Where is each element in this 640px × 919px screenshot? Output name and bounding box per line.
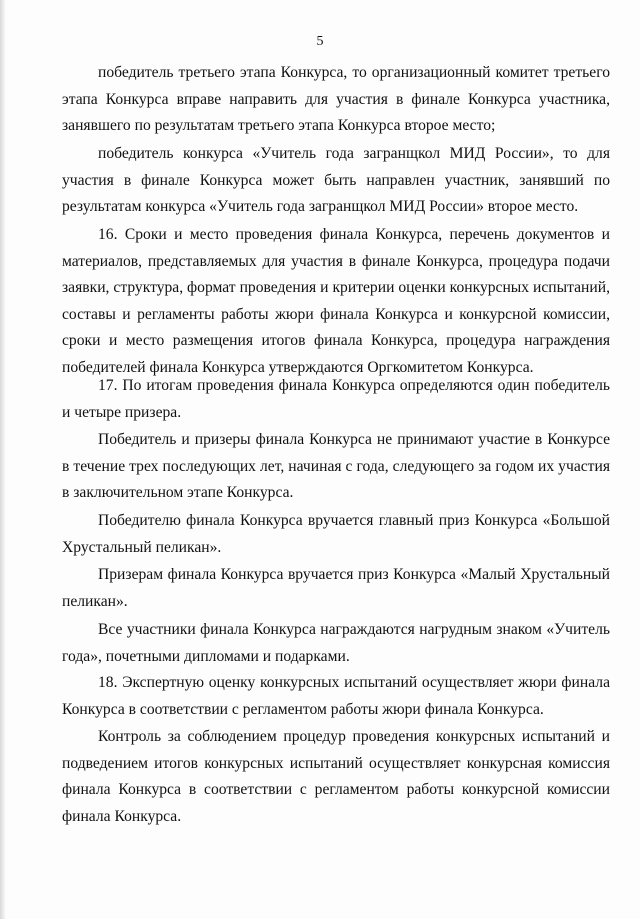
paragraph-grand-prize: Победителю финала Конкурса вручается главный приз Конкурса «Большой Хрустальный пеликан». xyxy=(62,512,610,556)
paragraph-control-commission: Контроль за соблюдением процедур проведения конкурсных испытаний и подведением итогов конкурсных испытаний осуществляет конкурсная комиссия финала Конкурса в соответствии с регламентом работы конкурсной комиссии финала Конкурса. xyxy=(62,728,610,825)
paragraph-small-prize: Призерам финала Конкурса вручается приз Конкурса «Малый Хрустальный пеликан». xyxy=(62,566,610,610)
paragraph-winners-participation: Победитель и призеры финала Конкурса не принимают участие в Конкурсе в течение трех последующих лет, начиная с года, следующего за годом их участия в заключительном этапе Конкурса. xyxy=(62,431,610,502)
scan-edge-shadow xyxy=(0,0,6,919)
paragraph-third-stage-winner: победитель третьего этапа Конкурса, то организационный комитет третьего этапа Конкурса вправе направить для участия в финале Конкурса участника, занявшего по результатам третьего этапа Конкурса второе место; xyxy=(62,64,610,135)
paragraph-item-18: 18. Экспертную оценку конкурсных испытаний осуществляет жюри финала Конкурса в соответствии с регламентом работы жюри финала Конкурса. xyxy=(62,674,610,718)
page-number: 5 xyxy=(316,34,324,49)
paragraph-zagranshkol-winner: победитель конкурса «Учитель года загранщкол МИД России», то для участия в финале Конкурса может быть направлен участник, занявший по результатам конкурса «Учитель года загранщкол МИД России» второе место. xyxy=(62,145,610,216)
paragraph-item-16: 16. Сроки и место проведения финала Конкурса, перечень документов и материалов, представляемых для участия в финале Конкурса, процедура подачи заявки, структура, формат проведения и критерии оценки конкурсных испытаний, составы и регламенты работы жюри финала Конкурса и конкурсной комиссии, сроки и место размещения итогов финала Конкурса, процедура награждения победителей финала Конкурса утверждаются Оргкомитетом Конкурса. xyxy=(62,226,610,376)
paragraph-item-17: 17. По итогам проведения финала Конкурса определяются один победитель и четыре призера. xyxy=(62,377,610,421)
paragraph-participant-awards: Все участники финала Конкурса награждаются нагрудным знаком «Учитель года», почетными дипломами и подарками. xyxy=(62,621,610,665)
